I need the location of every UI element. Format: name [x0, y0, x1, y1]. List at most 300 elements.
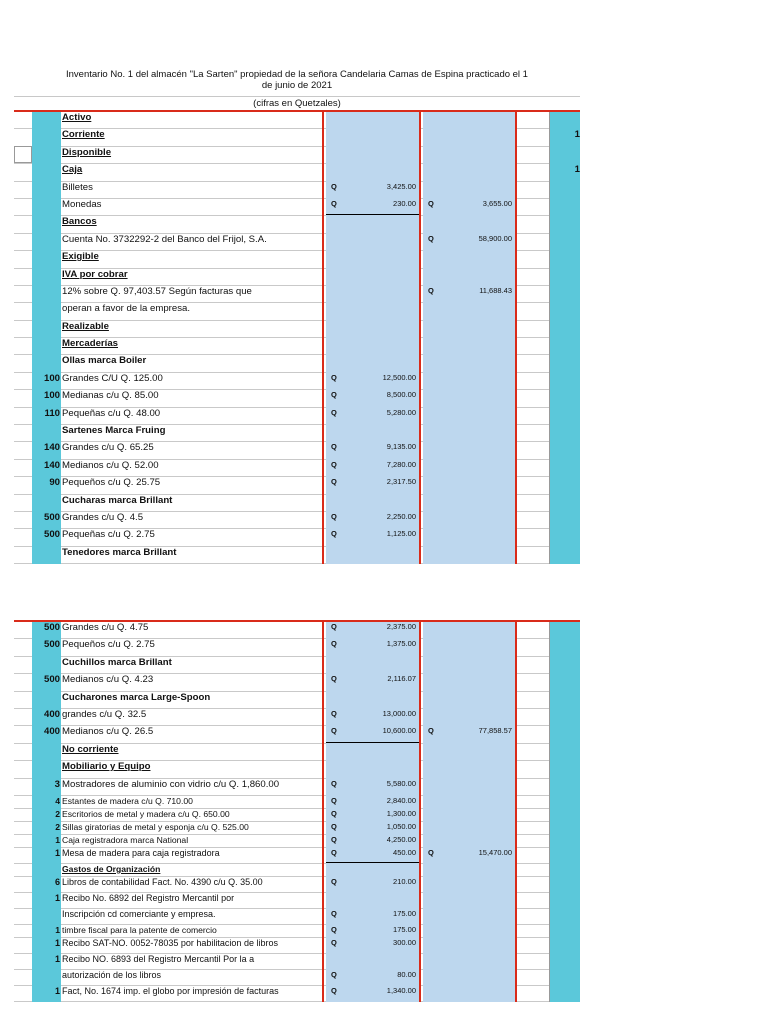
side-column-cell	[550, 909, 580, 925]
subtotal-underline	[326, 862, 419, 863]
total-amount-cell	[423, 809, 517, 822]
currency-note: (cifras en Quetzales)	[14, 96, 580, 111]
grand-total-cell	[519, 373, 550, 390]
row-margin-cell	[14, 251, 32, 268]
side-column-cell	[550, 986, 580, 1002]
description-cell: Activo	[61, 112, 324, 129]
quantity-cell	[32, 251, 61, 268]
quantity-cell	[32, 864, 61, 877]
side-column-cell	[550, 970, 580, 986]
description-cell: Pequeñas c/u Q. 48.00	[61, 408, 324, 425]
grand-total-cell	[519, 442, 550, 459]
table-row	[14, 709, 580, 726]
partial-amount: 300.00	[393, 937, 416, 947]
table-row	[14, 303, 580, 320]
row-margin-cell	[14, 460, 32, 477]
side-column-cell	[550, 355, 580, 372]
side-column-cell	[550, 147, 580, 164]
side-column-cell	[550, 495, 580, 512]
description-cell: Libros de contabilidad Fact. No. 4390 c/u Q. 35.00	[61, 877, 324, 893]
grand-total-cell	[519, 938, 550, 954]
table-row	[14, 674, 580, 691]
grand-total-cell	[519, 408, 550, 425]
side-column-cell	[550, 622, 580, 639]
partial-amount: 2,116.07	[387, 674, 416, 684]
quantity-cell: 100	[32, 390, 61, 407]
currency-symbol: Q	[331, 937, 337, 947]
partial-amount: 7,280.00	[386, 459, 416, 469]
partial-amount: 1,300.00	[386, 808, 416, 818]
quantity-cell: 400	[32, 709, 61, 726]
table-row	[14, 835, 580, 848]
currency-symbol: Q	[331, 908, 337, 918]
partial-amount: 5,580.00	[386, 778, 416, 788]
partial-amount: 2,375.00	[386, 622, 416, 631]
total-amount-cell	[423, 477, 517, 494]
side-column-cell	[550, 954, 580, 970]
currency-symbol: Q	[331, 847, 337, 857]
side-column-cell	[550, 692, 580, 709]
total-amount-cell	[423, 639, 517, 656]
currency-symbol: Q	[428, 285, 434, 295]
quantity-cell	[32, 147, 61, 164]
description-cell: Cuchillos marca Brillant	[61, 657, 324, 674]
grand-total-cell	[519, 477, 550, 494]
total-amount-cell	[423, 355, 517, 372]
side-column-cell	[550, 234, 580, 251]
partial-amount-cell	[326, 355, 421, 372]
row-margin-cell	[14, 909, 32, 925]
description-cell: Exigible	[61, 251, 324, 268]
partial-amount-cell	[326, 199, 421, 216]
quantity-cell	[32, 321, 61, 338]
partial-amount-cell	[326, 639, 421, 656]
partial-amount-cell	[326, 251, 421, 268]
table-row	[14, 925, 580, 938]
currency-symbol: Q	[331, 674, 337, 684]
total-amount-cell	[423, 442, 517, 459]
row-margin-cell	[14, 938, 32, 954]
table-row	[14, 373, 580, 390]
total-amount-cell	[423, 938, 517, 954]
partial-amount-cell	[326, 477, 421, 494]
description-cell: Disponible	[61, 147, 324, 164]
table-row	[14, 547, 580, 564]
row-margin-cell	[14, 835, 32, 848]
total-amount-cell	[423, 674, 517, 691]
table-row	[14, 390, 580, 407]
table-row	[14, 796, 580, 809]
grand-total-cell	[519, 744, 550, 761]
table-row	[14, 147, 580, 164]
quantity-cell: 3	[32, 779, 61, 796]
quantity-cell: 1	[32, 848, 61, 864]
currency-symbol: Q	[331, 639, 337, 649]
currency-symbol: Q	[331, 795, 337, 805]
row-margin-cell	[14, 408, 32, 425]
row-margin-cell	[14, 970, 32, 986]
partial-amount-cell	[326, 338, 421, 355]
currency-symbol: Q	[331, 198, 337, 208]
empty-cell-box	[14, 146, 32, 163]
table-row	[14, 129, 580, 146]
row-margin-cell	[14, 744, 32, 761]
partial-amount: 175.00	[393, 908, 416, 918]
description-cell: Recibo No. 6892 del Registro Mercantil por	[61, 893, 324, 909]
currency-symbol: Q	[331, 372, 337, 382]
title-line-1: Inventario No. 1 del almacén "La Sarten" propiedad de la señora Candelaria Camas de Espina practicado el 1	[66, 69, 528, 80]
table-row	[14, 657, 580, 674]
side-column-cell	[550, 761, 580, 778]
description-cell: 12% sobre Q. 97,403.57 Según facturas que	[61, 286, 324, 303]
partial-amount-cell	[326, 835, 421, 848]
row-margin-cell	[14, 129, 32, 146]
grand-total-cell	[519, 303, 550, 320]
description-cell: Recibo NO. 6893 del Registro Mercantil Por la a	[61, 954, 324, 970]
description-cell: Cucharones marca Large-Spoon	[61, 692, 324, 709]
total-amount-cell	[423, 744, 517, 761]
quantity-cell: 4	[32, 796, 61, 809]
row-margin-cell	[14, 164, 32, 181]
partial-amount-cell	[326, 674, 421, 691]
table-row	[14, 986, 580, 1002]
description-cell: timbre fiscal para la patente de comercio	[61, 925, 324, 938]
quantity-cell: 1	[32, 925, 61, 938]
total-amount: 3,655.00	[482, 198, 512, 208]
table-row	[14, 692, 580, 709]
total-amount-cell	[423, 373, 517, 390]
partial-amount-cell	[326, 442, 421, 459]
table-row	[14, 495, 580, 512]
total-amount-cell	[423, 796, 517, 809]
partial-amount-cell	[326, 986, 421, 1002]
partial-amount-cell	[326, 408, 421, 425]
total-amount-cell	[423, 129, 517, 146]
total-amount-cell	[423, 622, 517, 639]
partial-amount-cell	[326, 216, 421, 233]
total-amount-cell	[423, 761, 517, 778]
grand-total-cell	[519, 425, 550, 442]
side-column-cell	[550, 321, 580, 338]
quantity-cell: 90	[32, 477, 61, 494]
quantity-cell	[32, 970, 61, 986]
quantity-cell	[32, 164, 61, 181]
row-margin-cell	[14, 779, 32, 796]
side-column-cell	[550, 390, 580, 407]
description-cell: Pequeños c/u Q. 2.75	[61, 639, 324, 656]
quantity-cell: 1	[32, 954, 61, 970]
total-amount-cell	[423, 495, 517, 512]
table-row	[14, 355, 580, 372]
partial-amount: 230.00	[393, 198, 416, 208]
partial-amount: 13,000.00	[382, 708, 416, 718]
currency-symbol: Q	[331, 407, 337, 417]
grand-total-cell	[519, 674, 550, 691]
row-margin-cell	[14, 925, 32, 938]
row-margin-cell	[14, 893, 32, 909]
table-row	[14, 970, 580, 986]
description-cell: Mercaderías	[61, 338, 324, 355]
grand-total-cell	[519, 864, 550, 877]
row-margin-cell	[14, 877, 32, 893]
total-amount-cell	[423, 657, 517, 674]
row-margin-cell	[14, 692, 32, 709]
total-amount: 77,858.57	[478, 726, 512, 736]
grand-total-cell	[519, 909, 550, 925]
grand-total-cell	[519, 547, 550, 564]
description-cell: Pequeñas c/u Q. 2.75	[61, 529, 324, 546]
partial-amount-cell	[326, 779, 421, 796]
table-row	[14, 529, 580, 546]
row-margin-cell	[14, 321, 32, 338]
grand-total-cell	[519, 796, 550, 809]
grand-total-cell	[519, 147, 550, 164]
row-margin-cell	[14, 303, 32, 320]
table-row	[14, 779, 580, 796]
currency-symbol: Q	[428, 726, 434, 736]
total-amount-cell	[423, 726, 517, 743]
side-column-cell	[550, 809, 580, 822]
title-line-2: de junio de 2021	[261, 80, 333, 91]
quantity-cell	[32, 129, 61, 146]
description-cell: Cucharas marca Brillant	[61, 495, 324, 512]
row-margin-cell	[14, 182, 32, 199]
partial-amount-cell	[326, 303, 421, 320]
table-row	[14, 639, 580, 656]
side-column-cell	[550, 251, 580, 268]
side-column-cell: 1	[550, 129, 580, 146]
row-margin-cell	[14, 986, 32, 1002]
grand-total-cell	[519, 726, 550, 743]
quantity-cell: 100	[32, 373, 61, 390]
total-amount-cell	[423, 848, 517, 864]
total-amount-cell	[423, 112, 517, 129]
grand-total-cell	[519, 986, 550, 1002]
inventory-table-part-1	[14, 112, 580, 564]
grand-total-cell	[519, 269, 550, 286]
partial-amount-cell	[326, 512, 421, 529]
total-amount-cell	[423, 338, 517, 355]
table-row	[14, 338, 580, 355]
partial-amount: 175.00	[393, 924, 416, 934]
currency-symbol: Q	[331, 622, 337, 631]
side-column-cell	[550, 442, 580, 459]
partial-amount-cell	[326, 373, 421, 390]
partial-amount-cell	[326, 622, 421, 639]
quantity-cell: 400	[32, 726, 61, 743]
partial-amount: 2,317.50	[386, 477, 416, 487]
partial-amount-cell	[326, 286, 421, 303]
table-row	[14, 216, 580, 233]
quantity-cell: 6	[32, 877, 61, 893]
row-margin-cell	[14, 709, 32, 726]
side-column-cell	[550, 373, 580, 390]
partial-amount-cell	[326, 164, 421, 181]
quantity-cell	[32, 761, 61, 778]
side-column-cell	[550, 460, 580, 477]
row-margin-cell	[14, 373, 32, 390]
side-column-cell	[550, 199, 580, 216]
table-row	[14, 164, 580, 181]
total-amount-cell	[423, 547, 517, 564]
side-column-cell	[550, 639, 580, 656]
currency-symbol: Q	[331, 390, 337, 400]
grand-total-cell	[519, 877, 550, 893]
partial-amount: 1,050.00	[386, 821, 416, 831]
row-margin-cell	[14, 355, 32, 372]
partial-amount: 2,250.00	[386, 511, 416, 521]
description-cell: Tenedores marca Brillant	[61, 547, 324, 564]
table-row	[14, 622, 580, 639]
description-cell: Medianos c/u Q. 52.00	[61, 460, 324, 477]
side-column-cell	[550, 338, 580, 355]
partial-amount-cell	[326, 893, 421, 909]
side-column-cell	[550, 286, 580, 303]
description-cell: Mesa de madera para caja registradora	[61, 848, 324, 864]
total-amount-cell	[423, 216, 517, 233]
grand-total-cell	[519, 809, 550, 822]
quantity-cell	[32, 495, 61, 512]
row-margin-cell	[14, 390, 32, 407]
grand-total-cell	[519, 321, 550, 338]
currency-symbol: Q	[331, 442, 337, 452]
total-amount-cell	[423, 779, 517, 796]
total-amount-cell	[423, 954, 517, 970]
side-column-cell	[550, 779, 580, 796]
total-amount-cell	[423, 147, 517, 164]
table-row	[14, 744, 580, 761]
table-row	[14, 269, 580, 286]
total-amount-cell	[423, 909, 517, 925]
grand-total-cell	[519, 234, 550, 251]
row-margin-cell	[14, 796, 32, 809]
description-cell: Fact, No. 1674 imp. el globo por impresión de facturas	[61, 986, 324, 1002]
row-margin-cell	[14, 338, 32, 355]
partial-amount: 5,280.00	[386, 407, 416, 417]
table-row	[14, 954, 580, 970]
quantity-cell	[32, 909, 61, 925]
currency-symbol: Q	[331, 477, 337, 487]
table-row	[14, 286, 580, 303]
description-cell: Grandes c/u Q. 65.25	[61, 442, 324, 459]
partial-amount-cell	[326, 877, 421, 893]
side-column-cell	[550, 529, 580, 546]
table-row	[14, 726, 580, 743]
partial-amount-cell	[326, 112, 421, 129]
description-cell: Sillas giratorias de metal y esponja c/u Q. 525.00	[61, 822, 324, 835]
currency-symbol: Q	[331, 834, 337, 844]
side-column-cell	[550, 822, 580, 835]
total-amount: 15,470.00	[478, 847, 512, 857]
total-amount-cell	[423, 864, 517, 877]
description-cell: Medianos c/u Q. 4.23	[61, 674, 324, 691]
side-column-cell	[550, 477, 580, 494]
total-amount-cell	[423, 512, 517, 529]
quantity-cell: 1	[32, 986, 61, 1002]
side-column-cell	[550, 893, 580, 909]
partial-amount-cell	[326, 864, 421, 877]
grand-total-cell	[519, 355, 550, 372]
table-row	[14, 848, 580, 864]
table-row	[14, 761, 580, 778]
total-amount-cell	[423, 286, 517, 303]
row-margin-cell	[14, 809, 32, 822]
currency-symbol: Q	[428, 847, 434, 857]
quantity-cell: 2	[32, 822, 61, 835]
partial-amount: 80.00	[397, 969, 416, 979]
total-amount-cell	[423, 425, 517, 442]
grand-total-cell	[519, 954, 550, 970]
grand-total-cell	[519, 164, 550, 181]
grand-total-cell	[519, 390, 550, 407]
total-amount-cell	[423, 390, 517, 407]
partial-amount: 8,500.00	[386, 390, 416, 400]
partial-amount-cell	[326, 938, 421, 954]
table-row	[14, 251, 580, 268]
partial-amount-cell	[326, 726, 421, 743]
total-amount-cell	[423, 303, 517, 320]
description-cell: Inscripción cd comerciante y empresa.	[61, 909, 324, 925]
table-row	[14, 909, 580, 925]
quantity-cell	[32, 692, 61, 709]
grand-total-cell	[519, 512, 550, 529]
description-cell: Bancos	[61, 216, 324, 233]
total-amount-cell	[423, 234, 517, 251]
quantity-cell: 140	[32, 442, 61, 459]
partial-amount-cell	[326, 147, 421, 164]
total-amount-cell	[423, 893, 517, 909]
description-cell: Ollas marca Boiler	[61, 355, 324, 372]
table-row	[14, 809, 580, 822]
description-cell: Monedas	[61, 199, 324, 216]
grand-total-cell	[519, 182, 550, 199]
grand-total-cell	[519, 970, 550, 986]
row-margin-cell	[14, 477, 32, 494]
table-row	[14, 199, 580, 216]
row-margin-cell	[14, 954, 32, 970]
table-row	[14, 112, 580, 129]
total-amount-cell	[423, 251, 517, 268]
total-amount-cell	[423, 986, 517, 1002]
grand-total-cell	[519, 112, 550, 129]
row-margin-cell	[14, 726, 32, 743]
total-amount-cell	[423, 460, 517, 477]
row-margin-cell	[14, 864, 32, 877]
row-margin-cell	[14, 529, 32, 546]
quantity-cell	[32, 182, 61, 199]
side-column-cell	[550, 877, 580, 893]
side-column-cell	[550, 512, 580, 529]
row-margin-cell	[14, 761, 32, 778]
currency-symbol: Q	[331, 511, 337, 521]
description-cell: Gastos de Organización	[61, 864, 324, 877]
grand-total-cell	[519, 495, 550, 512]
description-cell: autorización de los libros	[61, 970, 324, 986]
partial-amount-cell	[326, 460, 421, 477]
partial-amount-cell	[326, 848, 421, 864]
partial-amount: 450.00	[393, 847, 416, 857]
total-amount-cell	[423, 164, 517, 181]
row-margin-cell	[14, 442, 32, 459]
partial-amount-cell	[326, 909, 421, 925]
partial-amount: 10,600.00	[382, 726, 416, 736]
row-margin-cell	[14, 234, 32, 251]
quantity-cell: 500	[32, 622, 61, 639]
quantity-cell	[32, 425, 61, 442]
side-column-cell	[550, 408, 580, 425]
total-amount-cell	[423, 269, 517, 286]
row-margin-cell	[14, 269, 32, 286]
